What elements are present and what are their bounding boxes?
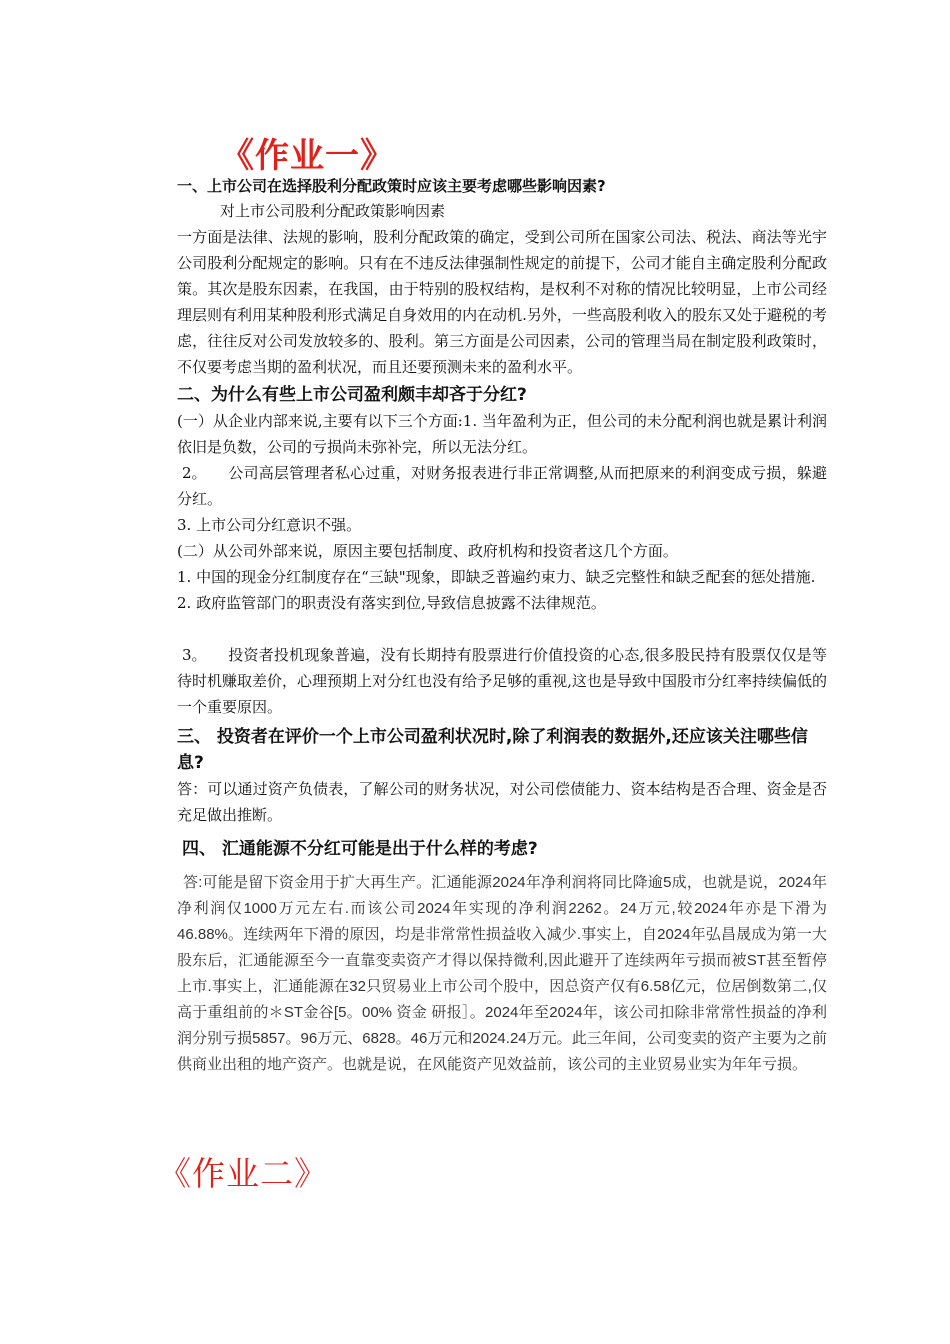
item-text: 投资者投机现象普遍，没有长期持有股票进行价值投资的心态,很多股民持有股票仅仅是等待时机赚取差价，心理预期上对分红也没有给予足够的重视,这也是导致中国股市分红率持续偏低的一个重要原因。	[177, 646, 827, 716]
question-4-answer: 答:可能是留下资金用于扩大再生产。汇通能源2024年净利润将同比降逾5成，也就是说，2024年净利润仅1000万元左右.而该公司2024年实现的净利润2262。24万元,较2024年亦是下滑为46.88%。连续两年下滑的原因，均是非常常性损益收入减少.事实上，自2024年弘昌晟成为第一大股东后，汇通能源至今一直靠变卖资产才得以保持微利,因此避开了连续两年亏损而被ST甚至暂停上市.事实上，汇通能源在32只贸易业上市公司个股中，因总资产仅有6.58亿元，位居倒数第二,仅高于重组前的＊ST金谷[5。00% 资金 研报］。2024年至2024年，该公司扣除非常常性损益的净利润分别亏损5857。96万元、6828。46万元和2024.24万元。此三年间，公司变卖的资产主要为之前供商业出租的地产资产。也就是说，在风能资产见效益前，该公司的主业贸易业实为年年亏损。	[177, 874, 827, 1073]
question-4-heading: 四、 汇通能源不分红可能是出于什么样的考虑?	[182, 839, 538, 859]
question-3-answer: 答：可以通过资产负债表，了解公司的财务状况，对公司偿债能力、资本结构是否合理、资金是否充足做出推断。	[177, 780, 827, 824]
item-number: 2。	[182, 464, 207, 482]
spacer	[177, 616, 827, 642]
question-2-paragraph-7	[177, 642, 827, 720]
question-2-paragraph-1: (一）从企业内部来说,主要有以下三个方面:1. 当年盈利为正，但公司的未分配利润也就是累计利润依旧是负数，公司的亏损尚未弥补完，所以无法分红。	[177, 412, 827, 456]
document-body	[177, 174, 827, 1078]
question-2-paragraph-2	[177, 460, 827, 512]
question-1-heading: 一、上市公司在选择股利分配政策时应该主要考虑哪些影响因素?	[177, 177, 606, 195]
question-1-subtitle: 对上市公司股利分配政策影响因素	[220, 202, 446, 220]
question-2-heading: 二、为什么有些上市公司盈利颇丰却吝于分红?	[177, 385, 527, 405]
question-2-paragraph-3: 3. 上市公司分红意识不强。	[177, 516, 362, 534]
question-2-paragraph-6: 2. 政府监管部门的职责没有落实到位,导致信息披露不法律规范。	[177, 594, 606, 612]
homework-two-title: 《作业二》	[158, 1154, 328, 1193]
question-2-paragraph-5: 1. 中国的现金分红制度存在“三缺"现象，即缺乏普遍约束力、缺乏完整性和缺乏配套的惩处措施.	[177, 568, 816, 586]
item-text: 公司高层管理者私心过重，对财务报表进行非正常调整,从而把原来的利润变成亏损，躲避分红。	[177, 464, 827, 508]
question-3-heading: 三、 投资者在评价一个上市公司盈利状况时,除了利润表的数据外,还应该关注哪些信息?	[177, 727, 808, 773]
question-2-paragraph-4: (二）从公司外部来说，原因主要包括制度、政府机构和投资者这几个方面。	[177, 542, 678, 560]
homework-one-title: 《作业一》	[220, 136, 395, 176]
item-number: 3。	[182, 646, 207, 664]
question-1-answer: 一方面是法律、法规的影响，股利分配政策的确定，受到公司所在国家公司法、税法、商法等光宇公司股利分配规定的影响。只有在不违反法律强制性规定的前提下，公司才能自主确定股利分配政策。其次是股东因素，在我国，由于特别的股权结构，是权利不对称的情况比较明显，上市公司经理层则有利用某种股利形式满足自身效用的内在动机.另外，一些高股利收入的股东又处于避税的考虑，往往反对公司发放较多的、股利。第三方面是公司因素，公司的管理当局在制定股利政策时，不仅要考虑当期的盈利状况，而且还要预测未来的盈利水平。	[177, 228, 827, 376]
